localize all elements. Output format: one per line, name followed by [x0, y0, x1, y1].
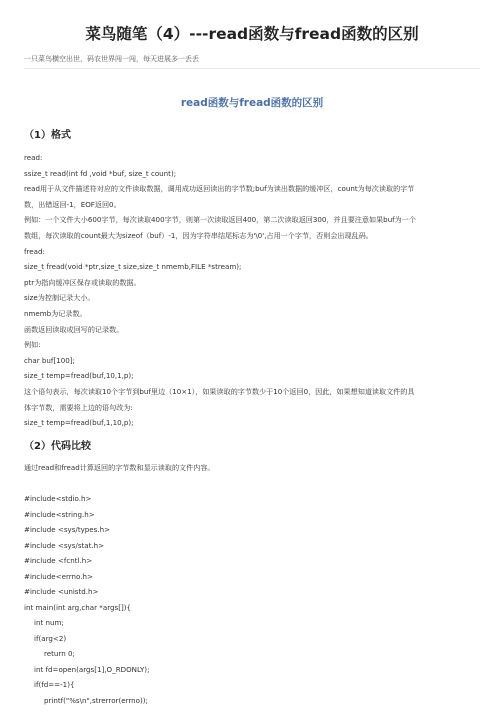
article-subtitle: read函数与fread函数的区别 — [180, 97, 324, 109]
article-tagline: 一只菜鸟横空出世，码农世界闯一闯，每天进展多一丢丢 — [24, 55, 199, 63]
code-line: #include <unistd.h> — [24, 587, 99, 596]
body-line: ssize_t read(int fd ,void *buf, size_t count); — [24, 168, 177, 178]
body-line: 数组，每次读取的count最大为sizeof（buf）-1，因为字符串结尾标志为'\0',占用一个字节，否则会出现乱码。 — [24, 230, 373, 240]
code-line: #include <sys/types.h> — [24, 525, 111, 534]
body-line: 通过read和fread计算返回的字节数和显示读取的文件内容。 — [24, 463, 215, 472]
code-line: #include<stdio.h> — [24, 494, 92, 503]
body-line: size_t temp=fread(buf,10,1,p); — [24, 371, 134, 381]
body-line: read用于从文件描述符对应的文件读取数据，调用成功返回读出的字节数;buf为读出数据的缓冲区，count为每次读取的字节 — [24, 184, 415, 194]
code-line: #include<errno.h> — [24, 571, 93, 581]
body-line: size为控制记录大小。 — [24, 293, 95, 303]
code-line: int main(int arg,char *args[]){ — [24, 602, 132, 612]
code-line: int fd=open(args[1],O_RDONLY); — [34, 664, 150, 674]
code-line: printf("%s\n",strerror(errno)); — [44, 695, 148, 705]
body-line: ptr为指向缓冲区保存或读取的数据。 — [24, 277, 141, 287]
code-line: #include <sys/stat.h> — [24, 540, 105, 550]
body-line: size_t temp=fread(buf,1,10,p); — [24, 418, 134, 428]
body-line: 体字节数，需要将上边的语句改为: — [24, 402, 133, 412]
code-line: if(arg<2) — [34, 633, 67, 643]
body-line: fread: — [24, 246, 45, 256]
section2-heading: （2）代码比较 — [24, 441, 91, 452]
code-line: int num; — [34, 618, 64, 627]
section2-intro — [24, 460, 484, 476]
code-line: if(fd==-1){ — [34, 680, 75, 689]
section1-heading: （1）格式 — [24, 130, 71, 141]
body-line: read: — [24, 153, 43, 162]
body-line: 函数返回读取或回写的记录数。 — [24, 324, 124, 334]
article-title: 菜鸟随笔（4）---read函数与fread函数的区别 — [85, 25, 419, 43]
body-line: 例如: — [24, 340, 41, 350]
section1-body — [24, 150, 484, 431]
header-divider — [24, 68, 480, 69]
body-line: nmemb为记录数。 — [24, 308, 87, 318]
code-line: #include <fcntl.h> — [24, 556, 93, 565]
code-line: return 0; — [44, 649, 75, 658]
code-line: #include<string.h> — [24, 509, 95, 519]
body-line: 数，出错返回-1，EOF返回0。 — [24, 199, 121, 209]
body-line: char buf[100]; — [24, 355, 75, 365]
body-line: 这个语句表示，每次读取10个字节到buf里边（10×1），如果读取的字节数少于10个返回0，因此，如果想知道读取文件的具 — [24, 386, 415, 396]
body-line: size_t fread(void *ptr,size_t size,size_t nmemb,FILE *stream); — [24, 262, 242, 272]
body-line: 例如：一个文件大小600字节，每次读取400字节，则第一次读取返回400，第二次读取返回300，并且要注意如果buf为一个 — [24, 215, 416, 225]
code-listing — [24, 491, 484, 708]
